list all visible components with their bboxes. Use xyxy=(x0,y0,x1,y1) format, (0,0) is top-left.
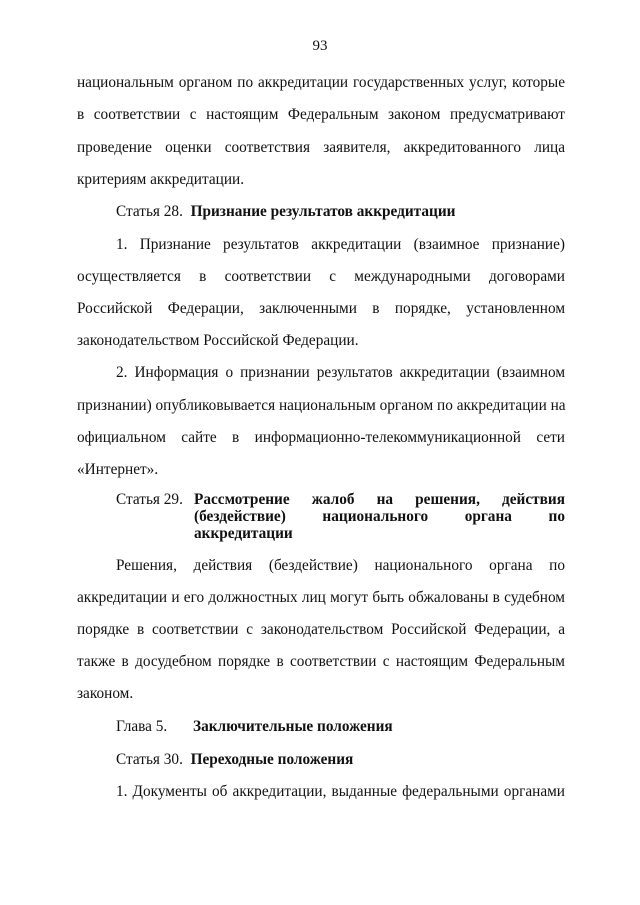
chapter-5-title: Заключительные положения xyxy=(193,718,393,735)
text-line: законодательством Российской Федерации. xyxy=(77,332,359,349)
article-29-label: Статья 29. xyxy=(116,491,183,508)
text-line: 2. Информация о признании результатов аккредитации (взаимном xyxy=(116,364,565,381)
article-title: Переходные положения xyxy=(190,751,354,768)
text-line: официальном сайте в информационно-телекоммуникационной сети xyxy=(77,429,565,446)
text-line: порядке в соответствии с законодательством Российской Федерации, а xyxy=(77,621,565,638)
text-line: осуществляется в соответствии с международными договорами xyxy=(77,268,565,285)
text-line: национальным органом по аккредитации государственных услуг, которые xyxy=(77,74,565,91)
text-line: критериям аккредитации. xyxy=(77,171,245,188)
article-title: Признание результатов аккредитации xyxy=(190,203,456,220)
text-line: законом. xyxy=(77,685,134,702)
article-29-title-line: (бездействие) национального органа по xyxy=(194,508,565,525)
article-30-heading xyxy=(116,751,353,769)
text-line: также в досудебном порядке в соответствии с настоящим Федеральным xyxy=(77,653,565,670)
text-line: признании) опубликовывается национальным органом по аккредитации на xyxy=(77,397,566,414)
page-number: 93 xyxy=(312,38,328,54)
text-line: проведение оценки соответствия заявителя, аккредитованного лица xyxy=(77,139,565,156)
text-line: Решения, действия (бездействие) национального органа по xyxy=(116,557,565,574)
text-line: в соответствии с настоящим Федеральным законом предусматривают xyxy=(77,106,565,123)
article-28-heading xyxy=(116,203,455,221)
article-29-title-line: Рассмотрение жалоб на решения, действия xyxy=(194,491,565,508)
article-label: Статья 30. xyxy=(116,751,183,768)
text-line: аккредитации и его должностных лиц могут быть обжалованы в судебном xyxy=(77,589,565,606)
chapter-5-label: Глава 5. xyxy=(116,718,168,735)
text-line: «Интернет». xyxy=(77,461,159,478)
article-label: Статья 28. xyxy=(116,203,183,220)
text-line: 1. Признание результатов аккредитации (взаимное признание) xyxy=(116,236,565,253)
article-29-title-line: аккредитации xyxy=(194,525,293,542)
text-line: 1. Документы об аккредитации, выданные федеральными органами xyxy=(116,783,565,800)
text-line: Российской Федерации, заключенными в порядке, установленном xyxy=(77,300,565,317)
